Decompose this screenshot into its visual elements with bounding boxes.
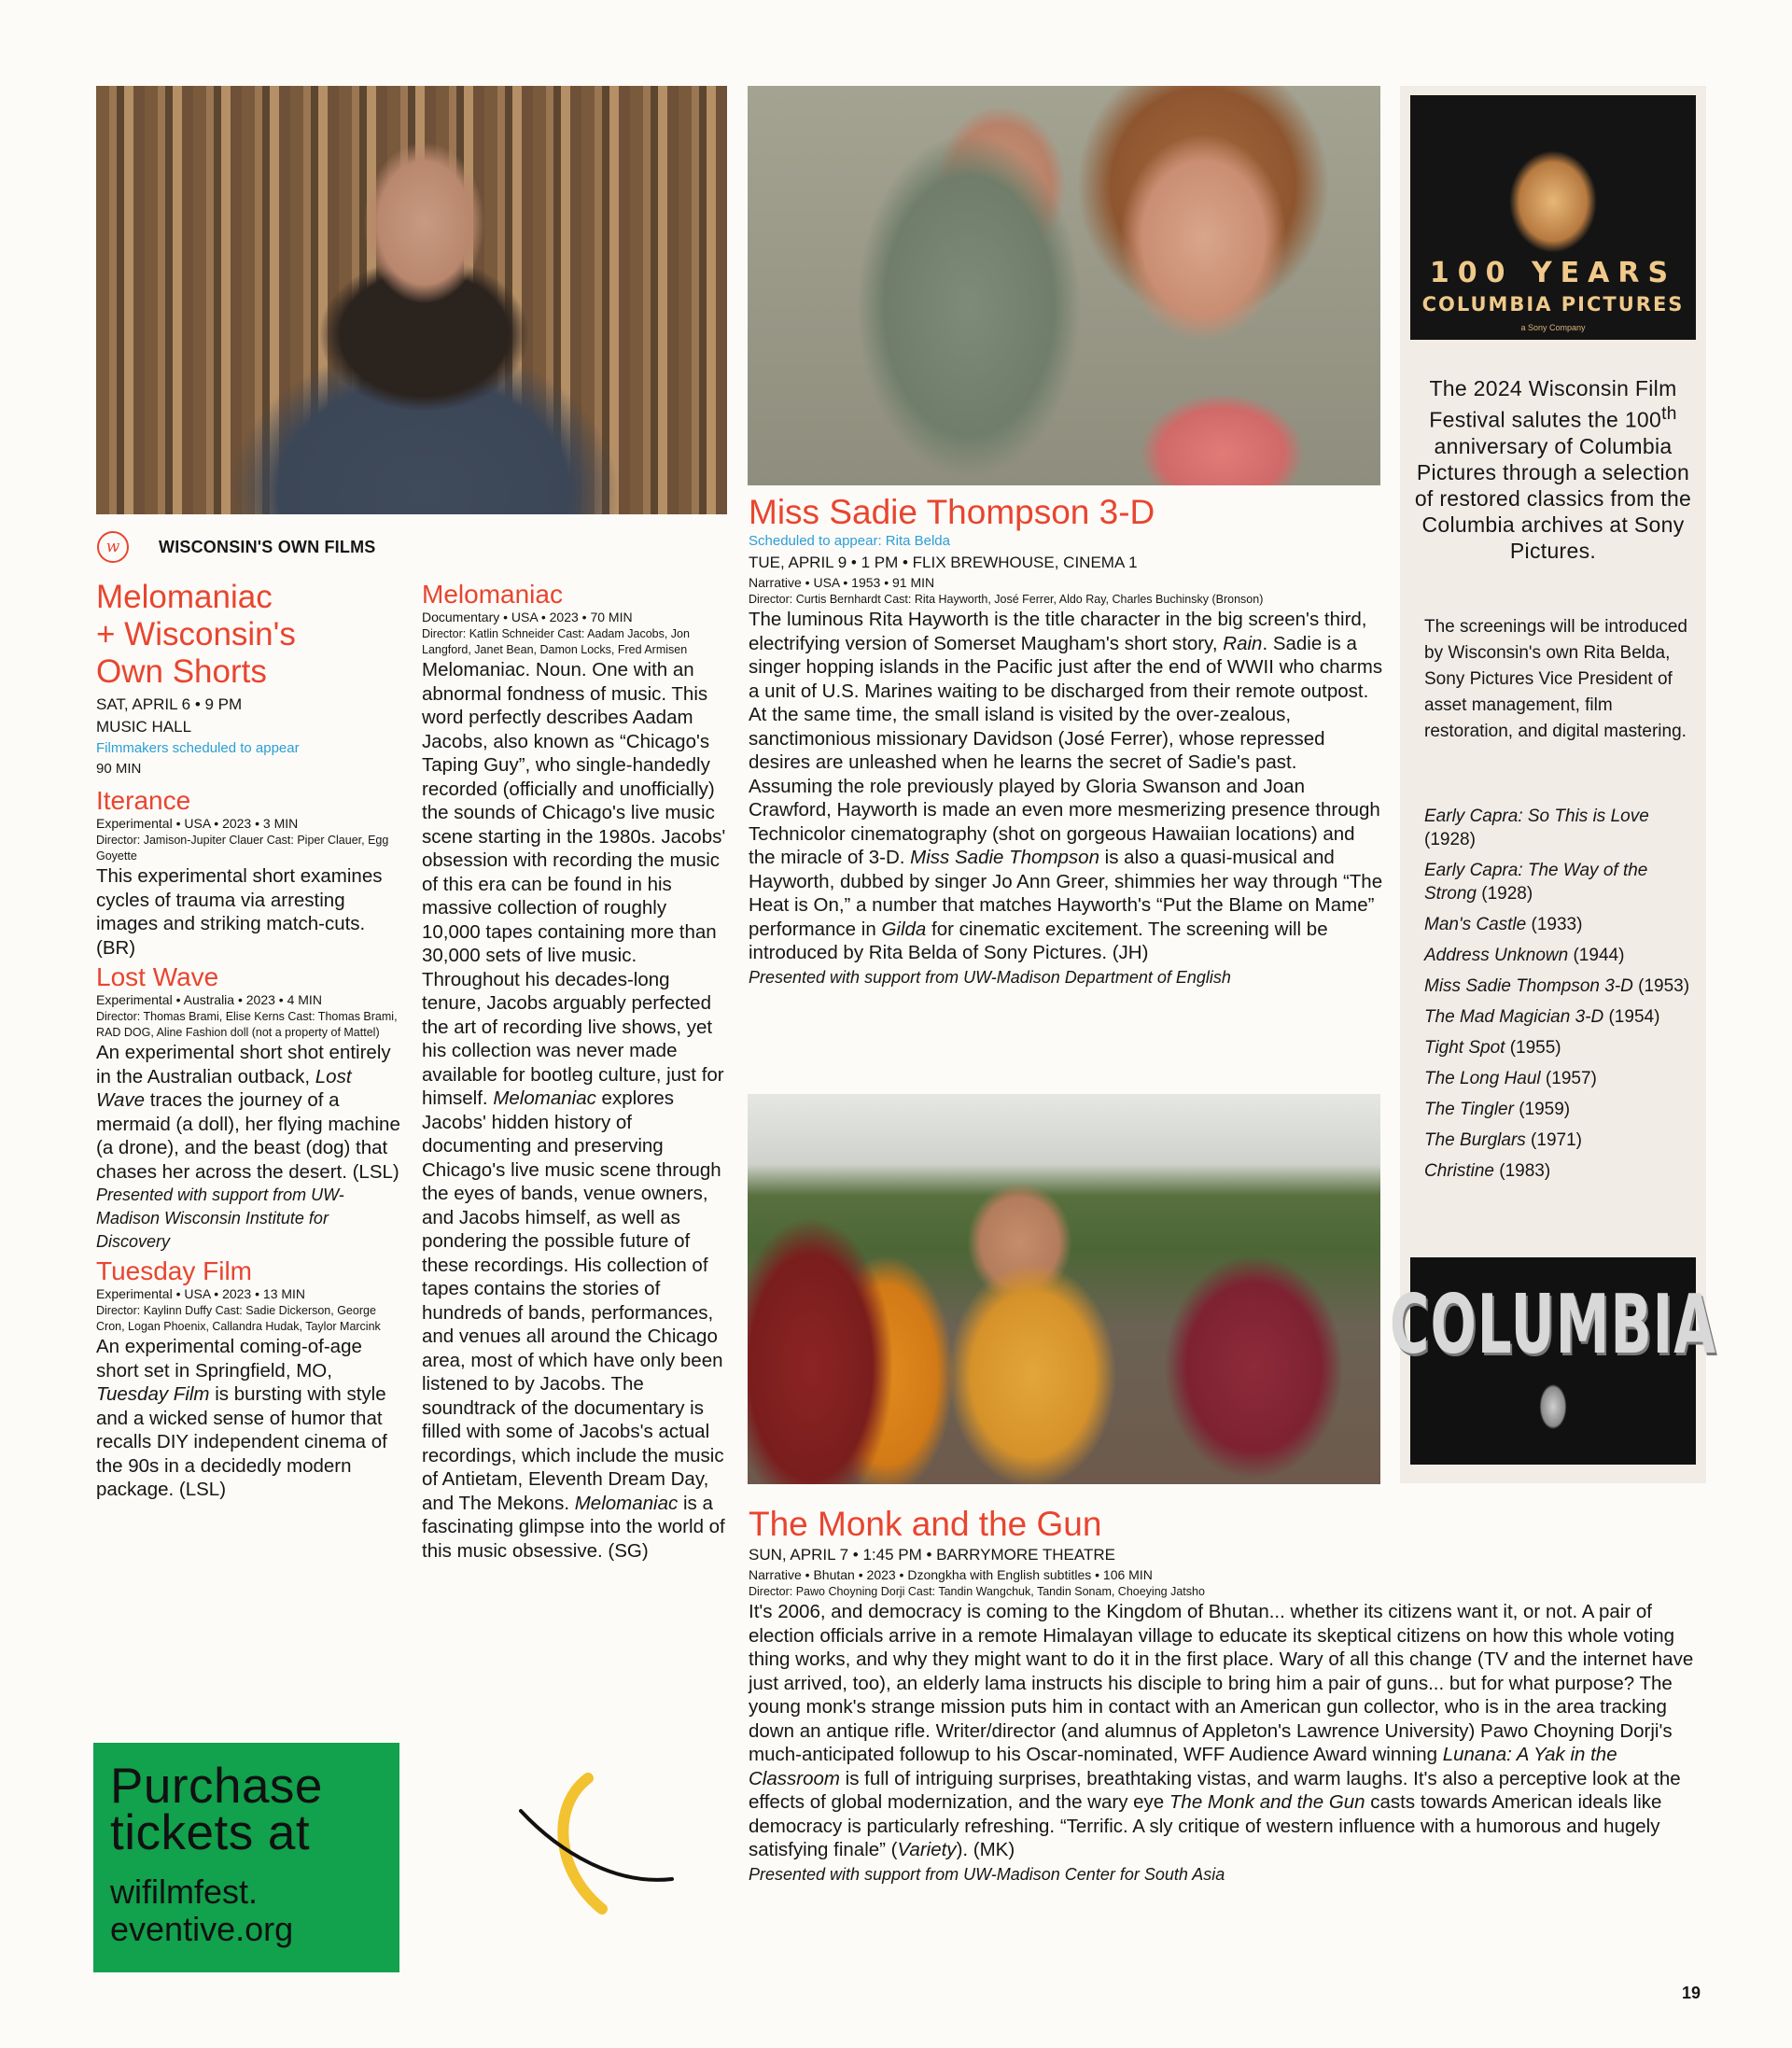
- sadie-support: Presented with support from UW-Madison Department of English: [749, 967, 1231, 987]
- columbia-film-item: [1424, 975, 1700, 998]
- sadie-datetime: TUE, APRIL 9 • 1 PM • FLIX BREWHOUSE, CINEMA 1: [749, 554, 1138, 571]
- sadie-description: The luminous Rita Hayworth is the title character in the big screen's third, electrifying version of Somerset Maugham's short story, Rain. Sadie is a singer hopping islands in the Pacific just after the end of WWII who charms a unit of U.S. Marines waiting to be discharged from their remote outpost. At the same time, the small island is visited by the over-zealous, sanctimonious missionary Davidson (José Ferrer), whose repressed desires are unleashed when he learns the secret of Sadie's past. Assuming the role previously played by Gloria Swanson and Joan Crawford, Hayworth is made an even more mesmerizing presence through Technicolor cinematography (shot on gorgeous Hawaiian locations) and the miracle of 3-D. Miss Sadie Thompson is also a quasi-musical and Hayworth, dubbed by singer Jo Ann Greer, shimmies her way through “The Heat is On,” a number that matches Hayworth's “Put the Blame on Mame” performance in Gilda for cinematic excitement. The screening will be introduced by Rita Belda of Sony Pictures. (JH): [749, 609, 1383, 963]
- sadie-credits: Director: Curtis Bernhardt Cast: Rita Hayworth, José Ferrer, Aldo Ray, Charles Buchinsky (Bronson): [749, 593, 1264, 606]
- sadie-meta: Narrative • USA • 1953 • 91 MIN: [749, 575, 935, 590]
- columbia-film-item: [1424, 1067, 1700, 1090]
- short-film-entry: [96, 787, 404, 960]
- short-meta: Experimental • USA • 2023 • 3 MIN: [96, 816, 299, 831]
- columbia-film-list: [1424, 805, 1700, 1190]
- film-title: Early Capra: So This is Love: [1424, 807, 1649, 826]
- sadie-title: Miss Sadie Thompson 3-D: [749, 493, 1155, 531]
- monk-credits: Director: Pawo Choyning Dorji Cast: Tandin Wangchuk, Tandin Sonam, Choeying Jatsho: [749, 1585, 1205, 1598]
- columbia-film-item: [1424, 1005, 1700, 1029]
- monk-title: The Monk and the Gun: [749, 1505, 1102, 1543]
- film-title: The Long Haul: [1424, 1069, 1541, 1088]
- monk-and-the-gun-article: [749, 1505, 1710, 1887]
- film-title: Early Capra: The Way of the Strong: [1424, 861, 1648, 904]
- sadie-thompson-article: [749, 493, 1383, 989]
- program-title: [96, 579, 404, 691]
- short-title: Iterance: [96, 786, 191, 815]
- short-credits: Director: Thomas Brami, Elise Kerns Cast: Thomas Brami, RAD DOG, Aline Fashion doll (not a property of Mattel): [96, 1010, 398, 1039]
- melomaniac-meta: Documentary • USA • 2023 • 70 MIN: [422, 610, 633, 624]
- page-number: 19: [1682, 1984, 1701, 2002]
- melomaniac-description: Melomaniac. Noun. One with an abnormal fondness of music. This word perfectly describes Aadam Jacobs, also known as “Chicago's Taping Guy”, who single-handedly recorded (officially and unofficially) the sounds of Chicago's live music scene starting in the 1980s. Jacobs' obsession with recording the music of this era can be found in his massive collection of roughly 10,000 tapes containing more than 30,000 sets of live music. Throughout his decades-long tenure, Jacobs arguably perfected the art of recording live shows, yet his collection was never made available for bootleg culture, just for himself. Melomaniac explores Jacobs' hidden history of documenting and preserving Chicago's live music scene through the eyes of bands, venue owners, and Jacobs himself, as well as pondering the possible future of these recordings. His collection of tapes contains the stories of hundreds of bands, performances, and venues all around the Chicago area, most of which have only been listened to by Jacobs. The soundtrack of the documentary is filled with some of Jacobs's actual recordings, which include the music of Antietam, Eleventh Dream Day, and The Mekons. Melomaniac is a fascinating glimpse into the world of this music obsessive. (SG): [422, 659, 726, 1562]
- columbia-wordmark: COLUMBIA: [1389, 1277, 1717, 1372]
- columbia-film-item: [1424, 859, 1700, 905]
- film-year: (1928): [1476, 884, 1533, 904]
- purchase-line1: Purchase: [110, 1759, 323, 1814]
- festival-mark-icon: [513, 1769, 681, 1918]
- film-year: (1983): [1493, 1161, 1551, 1181]
- columbia-classic-logo: [1389, 1257, 1717, 1465]
- melomaniac-column: [422, 581, 730, 1563]
- columbia-film-item: [1424, 1098, 1700, 1121]
- film-year: (1959): [1513, 1100, 1571, 1119]
- melomaniac-title: Melomaniac: [422, 580, 563, 609]
- short-description: This experimental short examines cycles of trauma via arresting images and striking match-cuts. (BR): [96, 865, 383, 959]
- short-credits: Director: Jamison-Jupiter Clauer Cast: Piper Clauer, Egg Goyette: [96, 834, 389, 863]
- columbia-film-item: [1424, 805, 1700, 851]
- film-title: Miss Sadie Thompson 3-D: [1424, 976, 1633, 996]
- film-year: (1954): [1603, 1007, 1660, 1027]
- columbia-100-years-logo: [1410, 95, 1696, 340]
- film-year: (1971): [1525, 1130, 1582, 1150]
- program-column: [96, 579, 404, 1502]
- film-title: The Mad Magician 3-D: [1424, 1007, 1604, 1027]
- logo-100-line2: COLUMBIA PICTURES: [1421, 293, 1685, 316]
- short-meta: Experimental • Australia • 2023 • 4 MIN: [96, 992, 322, 1007]
- shorts-list: [96, 787, 404, 1502]
- film-year: (1955): [1505, 1038, 1561, 1058]
- torch-lady-figure: [1497, 123, 1609, 254]
- short-description: An experimental coming-of-age short set in Springfield, MO, Tuesday Film is bursting with style and a wicked sense of humor that recalls DIY independent cinema of the 90s in a decidedly modern package. (LSL): [96, 1336, 387, 1500]
- short-title: Tuesday Film: [96, 1256, 253, 1285]
- columbia-film-item: [1424, 1159, 1700, 1183]
- short-film-entry: [96, 963, 404, 1254]
- monk-and-the-gun-photo: [748, 1094, 1380, 1484]
- film-title: Man's Castle: [1424, 915, 1527, 934]
- film-title: Christine: [1424, 1161, 1494, 1181]
- sidebar-intro: The 2024 Wisconsin Film Festival salutes the 100th anniversary of Columbia Pictures through a selection of restored classics from the Columbia archives at Sony Pictures.: [1414, 376, 1692, 563]
- monk-meta: Narrative • Bhutan • 2023 • Dzongkha with English subtitles • 106 MIN: [749, 1567, 1153, 1582]
- monk-datetime: SUN, APRIL 7 • 1:45 PM • BARRYMORE THEATRE: [749, 1546, 1115, 1564]
- film-year: (1944): [1568, 946, 1625, 965]
- logo-100-line3: a Sony Company: [1520, 323, 1586, 332]
- columbia-film-item: [1424, 1129, 1700, 1152]
- sidebar-text: The screenings will be introduced by Wisconsin's own Rita Belda, Sony Pictures Vice President of asset management, film restoration, and digital mastering.: [1424, 617, 1687, 741]
- film-year: (1953): [1632, 976, 1690, 996]
- film-title: Address Unknown: [1424, 946, 1569, 965]
- short-title: Lost Wave: [96, 962, 219, 991]
- purchase-url-line2[interactable]: eventive.org: [110, 1910, 294, 1948]
- program-venue: MUSIC HALL: [96, 718, 192, 736]
- melomaniac-credits: Director: Katlin Schneider Cast: Aadam Jacobs, Jon Langford, Janet Bean, Damon Locks, Fred Armisen: [422, 627, 690, 656]
- film-year: (1928): [1424, 830, 1476, 849]
- sadie-appearance: Scheduled to appear: Rita Belda: [749, 533, 950, 549]
- film-title: The Burglars: [1424, 1130, 1526, 1150]
- short-description: An experimental short shot entirely in the Australian outback, Lost Wave traces the journey of a mermaid (a doll), her flying machine (a drone), and the beast (dog) that chases her across the desert. (LSL): [96, 1042, 400, 1183]
- wff-emblem-icon: w: [97, 531, 129, 563]
- logo-100-line1: 100 YEARS: [1429, 257, 1677, 289]
- program-title-line: Own Shorts: [96, 653, 267, 690]
- film-year: (1957): [1540, 1069, 1597, 1088]
- short-support: Presented with support from UW-Madison Wisconsin Institute for Discovery: [96, 1185, 344, 1251]
- columbia-film-item: [1424, 944, 1700, 967]
- short-meta: Experimental • USA • 2023 • 13 MIN: [96, 1286, 306, 1301]
- program-runtime: 90 MIN: [96, 761, 142, 777]
- miss-sadie-thompson-photo: [748, 86, 1380, 485]
- program-datetime: SAT, APRIL 6 • 9 PM: [96, 695, 243, 713]
- purchase-url-line1[interactable]: wifilmfest.: [110, 1873, 259, 1911]
- program-title-line: + Wisconsin's: [96, 616, 296, 652]
- section-label: WISCONSIN'S OWN FILMS: [159, 538, 376, 556]
- columbia-lady-figure: [1534, 1373, 1572, 1429]
- program-title-line: Melomaniac: [96, 579, 273, 615]
- melomaniac-photo: [96, 86, 727, 514]
- short-credits: Director: Kaylinn Duffy Cast: Sadie Dickerson, George Cron, Logan Phoenix, Callandra Hudak, Taylor Marcink: [96, 1304, 381, 1333]
- columbia-film-item: [1424, 1036, 1700, 1059]
- short-film-entry: [96, 1257, 404, 1502]
- purchase-tickets-box[interactable]: [93, 1743, 399, 1972]
- purchase-line2: tickets at: [110, 1805, 311, 1860]
- monk-support: Presented with support from UW-Madison Center for South Asia: [749, 1864, 1225, 1884]
- monk-description: It's 2006, and democracy is coming to the Kingdom of Bhutan... whether its citizens want it, or not. A pair of election officials arrive in a remote Himalayan village to educate its skeptical citizens on how this whole voting thing works, and why they might want to do it in the first place. Wary of all this change (TV and the internet have just arrived, too), an elderly lama instructs his disciple to bring him a pair of guns... but for what purpose? The young monk's strange mission puts him in contact with an American gun collector, who is in the area tracking down an antique rifle. Writer/director (and alumnus of Appleton's Lawrence University) Pawo Choyning Dorji's much-anticipated followup to his Oscar-nominated, WFF Audience Award winning Lunana: A Yak in the Classroom is full of intriguing surprises, breathtaking vistas, and warm laughs. It's also a perceptive look at the effects of global modernization, and the wary eye The Monk and the Gun casts towards American ideals like democracy is particularly refreshing. “Terrific. A sly critique of western influence with a humorous and hugely satisfying finale” (Variety). (MK): [749, 1601, 1694, 1860]
- film-title: Tight Spot: [1424, 1038, 1505, 1058]
- film-year: (1933): [1526, 915, 1583, 934]
- columbia-film-item: [1424, 913, 1700, 936]
- film-title: The Tingler: [1424, 1100, 1514, 1119]
- program-appearance: Filmmakers scheduled to appear: [96, 740, 300, 756]
